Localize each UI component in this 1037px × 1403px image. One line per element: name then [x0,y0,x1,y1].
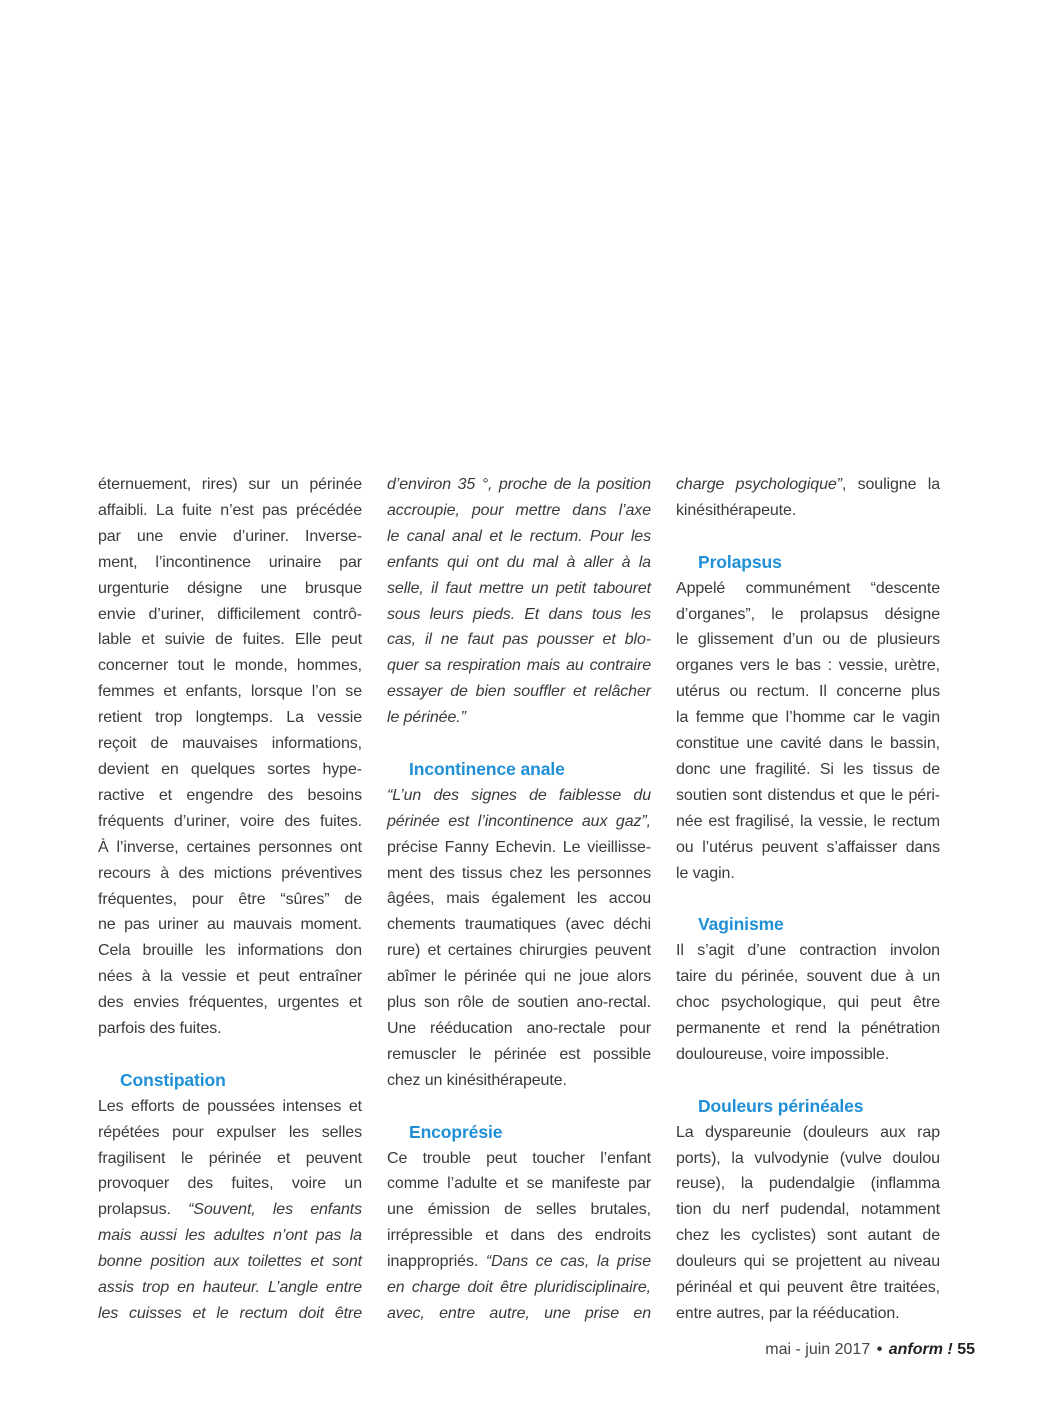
text-plain: , souligne la [841,476,940,493]
text-line: accroupie, pour mettre dans l’axe [387,501,651,519]
text-line: avec, entre autre, une prise en [387,1304,651,1322]
text-line: enfants qui ont du mal à aller à la [387,553,651,571]
col3-mixed-line [676,472,940,498]
text-line: femmes et enfants, lorsque l’on se [98,683,362,701]
text-line: le glissement d’un ou de plusieurs [676,631,940,649]
text-line: bonne position aux toilettes et sont [98,1253,362,1271]
col2-mixed-line [387,1249,651,1275]
issue-date: mai - juin 2017 [765,1341,871,1358]
text-line: donc une fragilité. Si les tissus de [676,760,940,778]
col3-para-vaginisme [676,938,940,1068]
text-line: quer sa respiration mais au contraire [387,657,651,675]
text-line: “L’un des signes de faiblesse du [387,786,651,804]
text-line: assis trop en hauteur. L’angle entre [98,1279,362,1297]
text-line: recours à des mictions préventives [98,864,362,882]
col1-para-incontinence [98,472,362,1042]
text-italic: “Souvent, les enfants [188,1201,362,1219]
text-line: comme l’adulte et se manifeste par [387,1175,651,1193]
text-line: les cuisses et le rectum doit être [98,1304,362,1322]
text-line: des envies fréquentes, urgentes et [98,994,362,1012]
heading-constipation: Constipation [120,1069,226,1090]
text-line: en charge doit être pluridisciplinaire, [387,1279,651,1297]
text-line: éternuement, rires) sur un périnée [98,476,362,493]
text-line: une émission de selles brutales, [387,1201,651,1219]
text-line: fréquents d’uriner, voire des fuites. [98,812,362,830]
text-line: organes vers le bas : vessie, urètre, [676,657,940,675]
col2-para-anale [387,835,651,1094]
text-line: cas, il ne faut pas pousser et blo- [387,631,651,649]
heading-prolapsus: Prolapsus [698,551,782,572]
text-line: douleurs qui se projettent au niveau [676,1253,940,1271]
text-line: utérus ou rectum. Il concerne plus [676,683,940,701]
text-line: née est fragilisé, la vessie, le rectum [676,812,940,830]
text-line: d’environ 35 °, proche de la position [387,476,651,493]
heading-vaginisme: Vaginisme [698,914,784,935]
text-line: Cela brouille les informations don [98,942,362,960]
col2-quote-continued [387,472,651,731]
text-line: par une envie d’uriner. Inverse- [98,527,362,545]
col1-para-constipation [98,1094,362,1198]
text-line: sous leurs pieds. Et dans tous les [387,605,651,623]
text-line: précise Fanny Echevin. Le vieillisse- [387,838,651,856]
text-line: urgenturie désigne une brusque [98,579,362,597]
text-italic: charge psychologique” [676,476,842,493]
text-line: fragilisent le périnée et peuvent [98,1149,362,1167]
text-line: la femme que l’homme car le vagin [676,709,940,727]
text-line: plus son rôle de soutien ano-rectal. [387,994,651,1012]
text-line: kinésithérapeute. [676,501,797,519]
text-line: âgées, mais également les accou [387,890,651,908]
text-line: chez un kinésithérapeute. [387,1071,567,1089]
text-line: répétées pour expulser les selles [98,1123,362,1141]
text-line: rure) et certaines chirurgies peuvent [387,942,651,960]
text-line: envie d’uriner, difficilement contrô- [98,605,362,623]
page-footer [765,1341,975,1359]
column-1 [98,472,362,1327]
text-line: Une rééducation ano-rectale pour [387,1020,651,1038]
text-line: irrépressible et dans des endroits [387,1227,651,1245]
text-italic: “Dans ce cas, la prise [485,1253,652,1271]
magazine-brand: anform ! [888,1341,953,1358]
text-line: ne pas uriner au mauvais moment. [98,916,362,934]
text-line: Ce trouble peut toucher l’enfant [387,1149,651,1167]
col2-quote-encopresie [387,1275,651,1327]
text-line: essayer de bien souffler et relâcher [387,683,651,701]
text-line: provoquer des fuites, voire un [98,1175,362,1193]
column-3 [676,472,940,1327]
text-line: Les efforts de poussées intenses et [98,1097,362,1115]
text-line: nées à la vessie et peut entraîner [98,968,362,986]
text-line: le périnée.” [387,709,466,727]
col3-para-prolapsus [676,576,940,887]
col3-para-end [676,498,940,524]
text-line: lable et suivie de fuites. Elle peut [98,631,362,649]
text-line: le canal anal et le rectum. Pour les [387,527,651,545]
text-line: chements traumatiques (avec déchi [387,916,651,934]
text-line: remuscler le périnée est possible [387,1045,651,1063]
text-line: permanente et rend la pénétration [676,1020,940,1037]
text-line: entre autres, par la rééducation. [676,1304,900,1322]
text-plain: prolapsus. [98,1201,189,1219]
text-line: devient en quelques sortes hype- [98,760,362,778]
col2-quote-gaz [387,783,651,835]
text-line: ports), la vulvodynie (vulve doulou [676,1149,940,1167]
text-line: Appelé communément “descente [676,579,940,597]
col2-para-encopresie [387,1146,651,1250]
text-line: La dyspareunie (douleurs aux rap [676,1123,940,1141]
col1-quote [98,1223,362,1327]
text-plain: inappropriés. [387,1253,486,1271]
bullet-separator: • [876,1341,883,1358]
heading-incontinence-anale: Incontinence anale [409,758,565,779]
text-line: périnéal et qui peuvent être traitées, [676,1279,940,1297]
text-line: douloureuse, voire impossible. [676,1045,890,1063]
text-line: ment des tissus chez les personnes [387,864,651,882]
col1-mixed-line [98,1197,362,1223]
text-line: constitue une cavité dans le bassin, [676,735,940,753]
text-line: affaibli. La fuite n’est pas précédée [98,501,362,519]
text-line: ou l’utérus peuvent s’affaisser dans [676,838,940,856]
text-line: selle, il faut mettre un petit tabouret [387,579,651,597]
text-line: mais aussi les adultes n’ont pas la [98,1227,362,1245]
text-line: périnée est l’incontinence aux gaz”, [387,812,651,830]
text-line: Il s’agit d’une contraction involon [676,942,940,960]
text-line: reuse), la pudendalgie (inflamma [676,1175,940,1193]
text-line: reçoit de mauvaises informations, [98,735,362,753]
text-line: fréquentes, pour être “sûres” de [98,890,362,908]
text-line: abîmer le périnée qui ne joue alors [387,968,651,986]
text-line: soutien sont distendus et que le péri- [676,786,940,804]
column-2 [387,472,651,1327]
text-line: chez les cyclistes) sont autant de [676,1227,940,1245]
text-line: tion du nerf pudendal, notamment [676,1201,940,1219]
text-line: concerner tout le monde, hommes, [98,657,362,675]
heading-douleurs-perineales: Douleurs périnéales [698,1095,864,1116]
col3-para-douleurs [676,1120,940,1327]
page-number: 55 [957,1341,975,1358]
text-line: taire du périnée, souvent due à un [676,968,940,986]
text-line: ractive et engendre des besoins [98,786,362,804]
text-line: parfois des fuites. [98,1020,222,1038]
text-line: d’organes”, le prolapsus désigne [676,605,940,623]
heading-encopresie: Encoprésie [409,1121,503,1142]
text-line: le vagin. [676,864,735,882]
text-line: retient trop longtemps. La vessie [98,709,362,727]
text-line: choc psychologique, qui peut être [676,994,940,1012]
text-line: ment, l’incontinence urinaire par [98,553,362,571]
text-line: À l’inverse, certaines personnes ont [98,838,362,856]
